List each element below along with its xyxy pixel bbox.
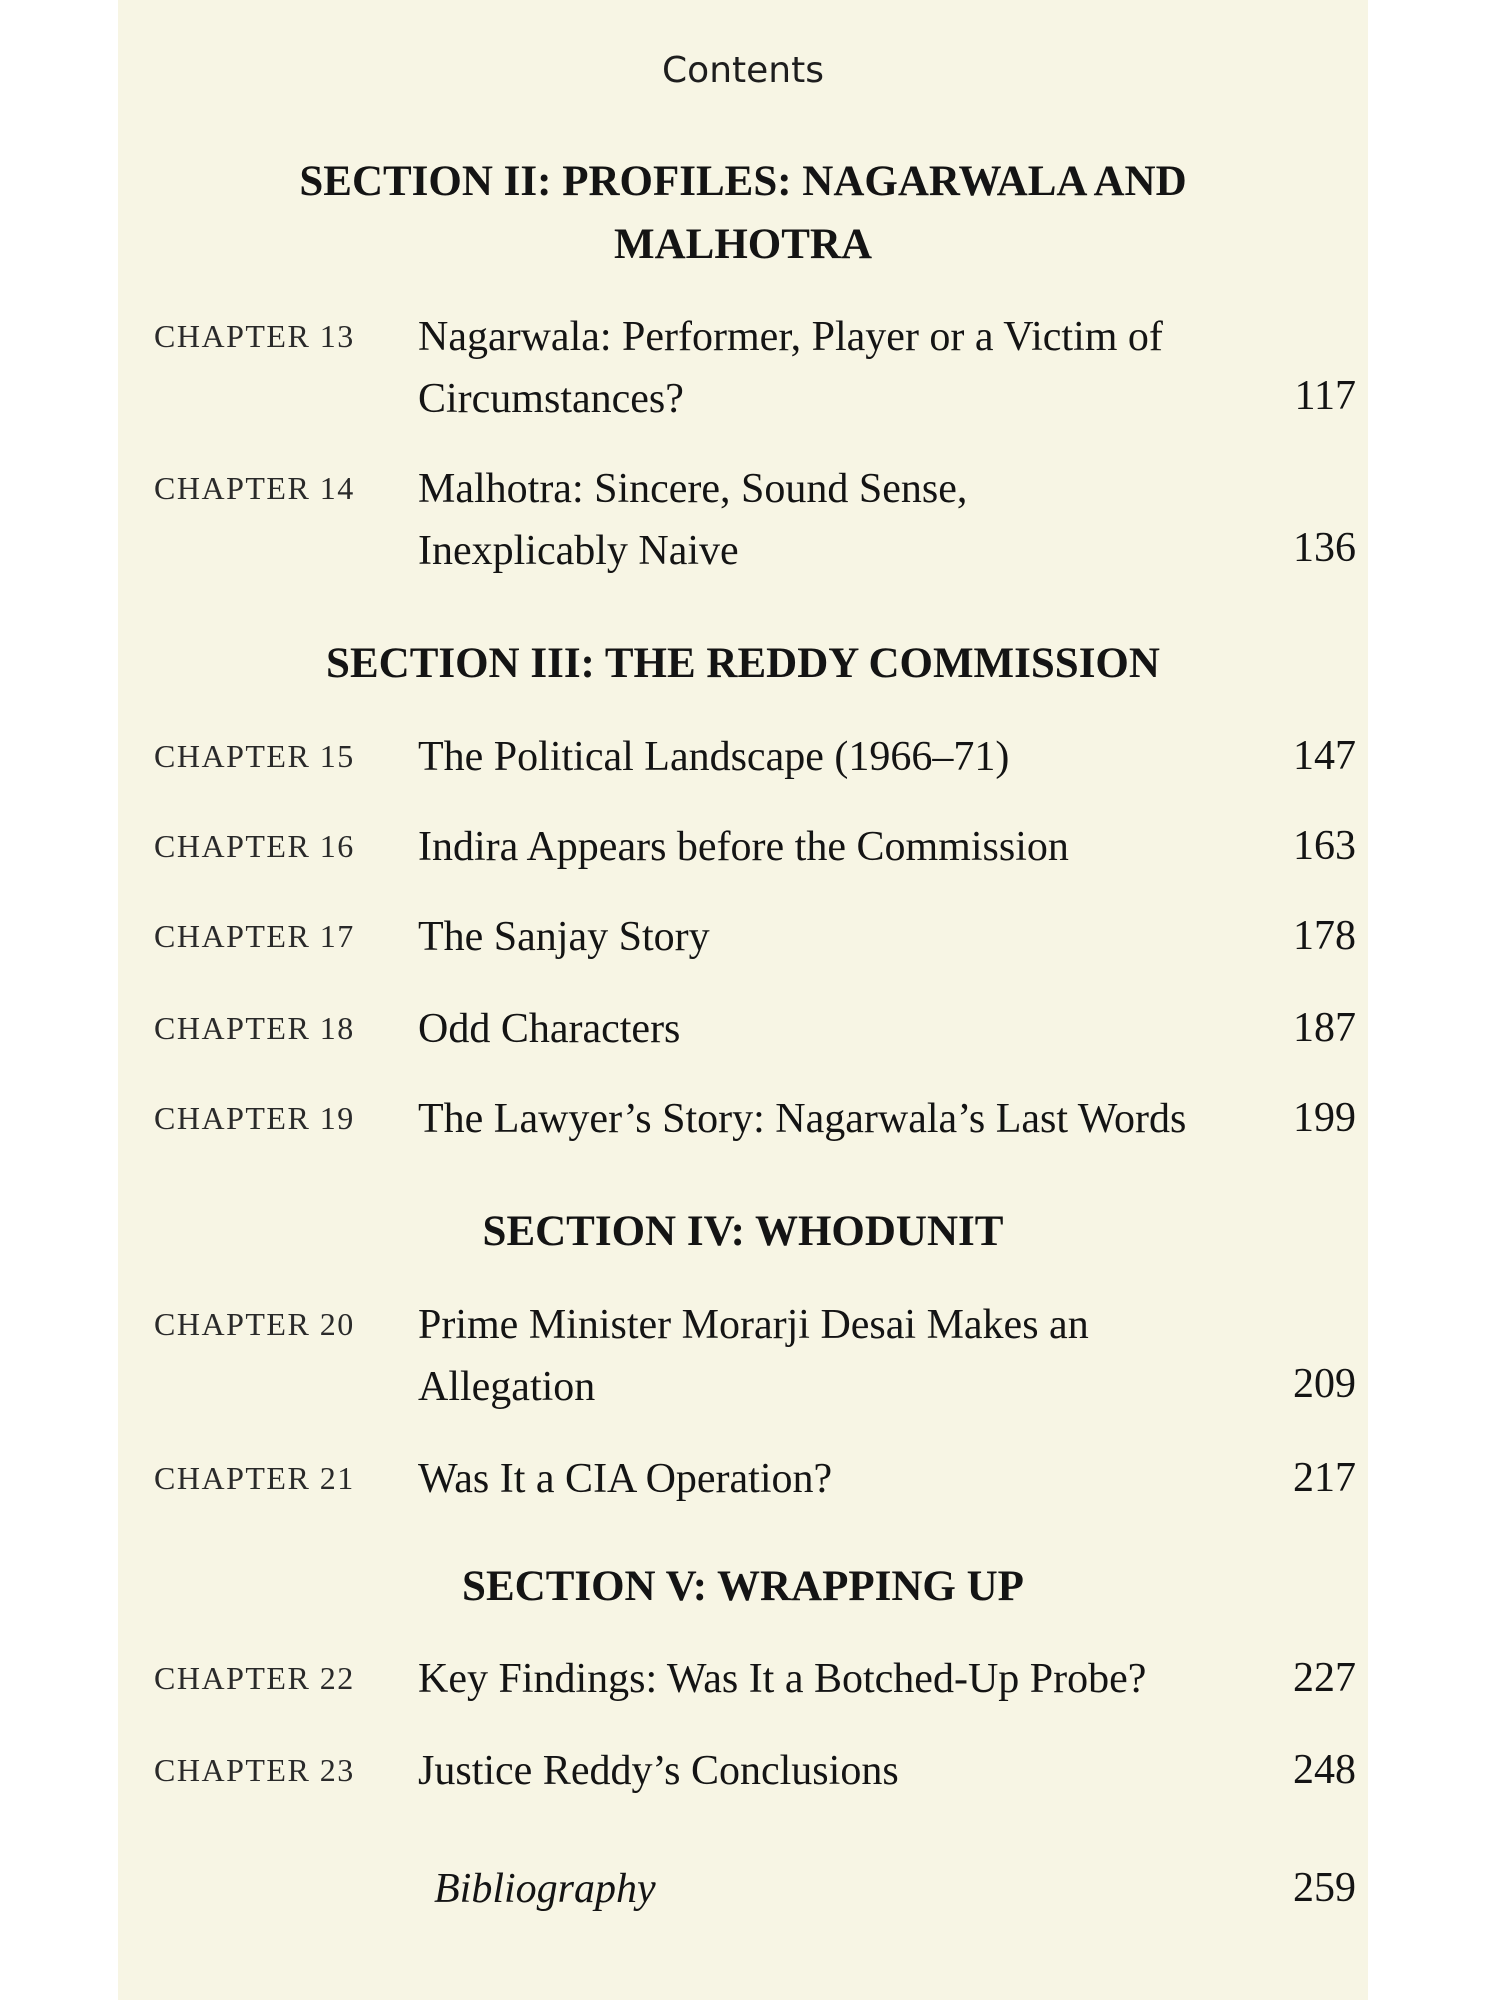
chapter-title: Key Findings: Was It a Botched-Up Probe? [418,1656,1147,1702]
chapter-label: CHAPTER 21 [154,1460,355,1496]
chapter-label: CHAPTER 22 [154,1660,355,1696]
section-heading-2 [118,150,1368,276]
chapter-page: 199 [1293,1095,1356,1141]
chapter-title: The Sanjay Story [418,914,710,960]
chapter-page: 136 [1293,525,1356,571]
bibliography-page: 259 [1293,1865,1356,1911]
chapter-page: 227 [1293,1655,1356,1701]
section-heading-2-text: SECTION II: PROFILES: NAGARWALA AND MALHOTRA [299,158,1187,268]
chapter-title: Prime Minister Morarji Desai Makes an Allegation [418,1302,1089,1410]
chapter-page: 117 [1294,373,1356,419]
chapter-title: Was It a CIA Operation? [418,1456,833,1502]
chapter-label: CHAPTER 16 [154,828,355,864]
chapter-label: CHAPTER 13 [154,318,355,354]
section-heading-5: SECTION V: WRAPPING UP [462,1563,1024,1610]
bibliography-title: Bibliography [434,1866,656,1912]
chapter-label: CHAPTER 18 [154,1010,355,1046]
chapter-page: 217 [1293,1455,1356,1501]
chapter-title: The Lawyer’s Story: Nagarwala’s Last Words [418,1096,1187,1142]
chapter-page: 178 [1293,913,1356,959]
chapter-label: CHAPTER 17 [154,918,355,954]
chapter-page: 209 [1293,1361,1356,1407]
chapter-title: The Political Landscape (1966–71) [418,734,1010,780]
chapter-page: 248 [1293,1747,1356,1793]
chapter-page: 187 [1293,1005,1356,1051]
chapter-label: CHAPTER 20 [154,1306,355,1342]
chapter-label: CHAPTER 19 [154,1100,355,1136]
section-heading-3: SECTION III: THE REDDY COMMISSION [326,640,1160,687]
chapter-label: CHAPTER 14 [154,470,355,506]
chapter-page: 163 [1293,823,1356,869]
chapter-label: CHAPTER 15 [154,738,355,774]
chapter-title: Justice Reddy’s Conclusions [418,1748,899,1794]
contents-page [118,0,1368,2000]
chapter-label: CHAPTER 23 [154,1752,355,1788]
chapter-title: Malhotra: Sincere, Sound Sense, Inexplicably Naive [418,466,968,574]
chapter-title: Odd Characters [418,1006,681,1052]
page-header: Contents [662,50,824,91]
chapter-title: Indira Appears before the Commission [418,824,1069,870]
section-heading-4: SECTION IV: WHODUNIT [482,1208,1004,1255]
chapter-page: 147 [1293,733,1356,779]
chapter-title: Nagarwala: Performer, Player or a Victim of Circumstances? [418,314,1163,422]
